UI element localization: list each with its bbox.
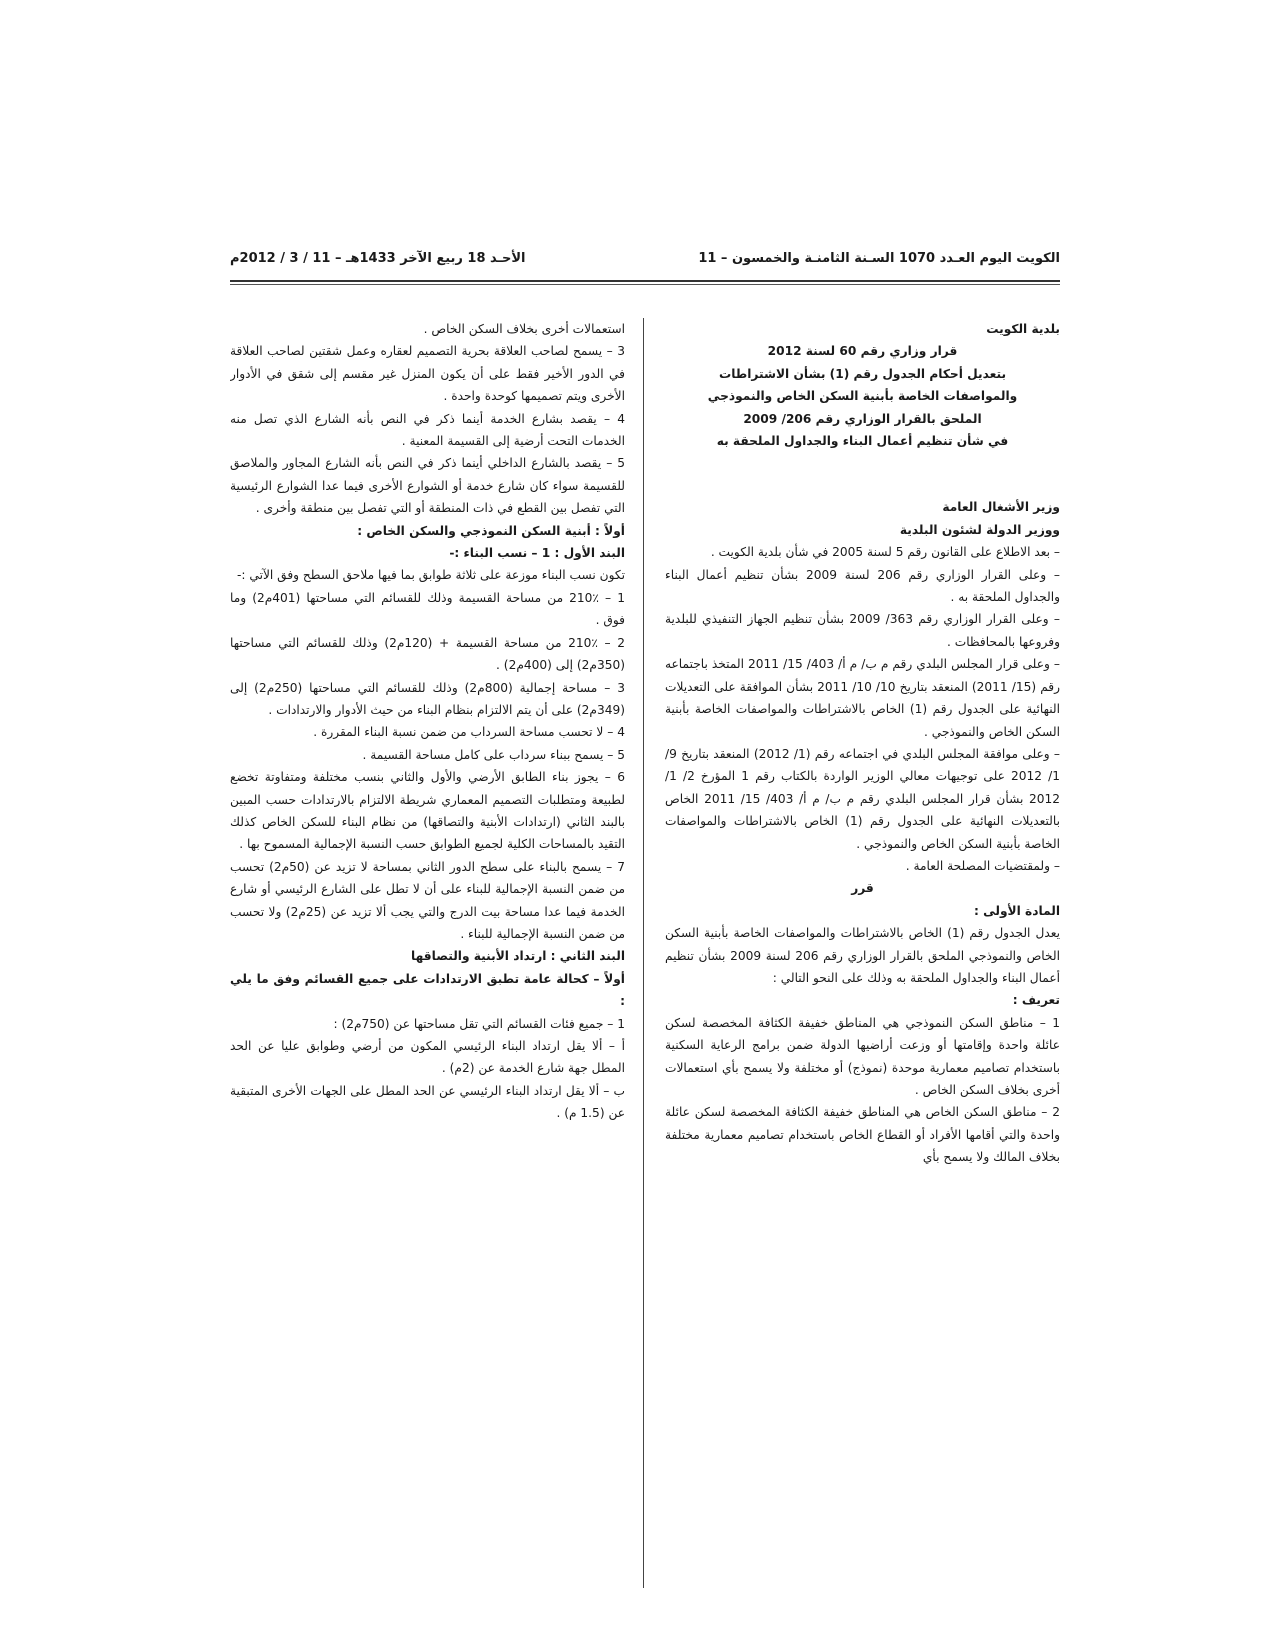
definition-5: 5 – يقصد بالشارع الداخلي أينما ذكر في النص بأنه الشارع المجاور والملاصق للقسيمة سواء كان شارع خدمة أو الشوارع الأخرى فيما عدا الشوارع الرئيسية التي تفصل بين القطع في ذات المنطقة أو التي تفصل بين منطقة وأخرى . [230,456,625,516]
minister-title-2: ووزير الدولة لشئون البلدية [899,522,1060,537]
header-issue-info: الكويت اليوم العـدد 1070 السـنة الثامنـة والخمسون – 11 [698,250,1060,266]
gazette-page [230,238,1060,1588]
rule-3: 3 – مساحة إجمالية (800م2) وذلك للقسائم التي مساحتها (250م2) إلى (349م2) على أن يتم الالتزام بنظام البناء من حيث الأدوار والارتدادات . [230,680,625,717]
setback-rule-1a: أ – ألا يقل ارتداد البناء الرئيسي المكون من أرضي وطوابق عليا عن الحد المطل جهة شارع الخدمة عن (2م) . [230,1039,625,1076]
decree-title-line-1: قرار وزاري رقم 60 لسنة 2012 [767,344,958,359]
recital-5: – وعلى موافقة المجلس البلدي في اجتماعه رقم (1/ 2012) المنعقد بتاريخ 9/ 1/ 2012 على توجيهات معالي الوزير الواردة بالكتاب رقم 1 المؤرخ 2/ 1/ 2012 بشأن قرار المجلس البلدي رقم م ب/ م أ/ 403/ 15/ 2011 الخاص بالتعديلات النهائية على الجدول رقم (1) الخاص بالاشتراطات والمواصفات الخاصة بأبنية السكن الخاص والنموذجي . [665,746,1060,851]
definition-4: 4 – يقصد بشارع الخدمة أينما ذكر في النص بأنه الشارع الذي تصل منه الخدمات التحت أرضية إلى القسيمة المعنية . [230,411,625,449]
issuer-name: بلدية الكويت [986,322,1060,336]
general-case-title: أولاً – كحالة عامة تطبق الارتدادات على جميع القسائم وفق ما يلي : [230,971,625,1009]
definition-2-continued: استعمالات أخرى بخلاف السكن الخاص . [423,322,625,336]
recital-1: – بعد الاطلاع على القانون رقم 5 لسنة 2005 في شأن بلدية الكويت . [710,545,1060,560]
spacer [665,452,1060,474]
page-header [230,238,1060,278]
rule-5: 5 – يسمح ببناء سرداب على كامل مساحة القسيمة . [362,747,625,762]
recital-3: – وعلى القرار الوزاري رقم 363/ 2009 بشأن تنظيم الجهاز التنفيذي للبلدية وفروعها بالمحافظات . [665,612,1060,649]
setback-rule-1b: ب – ألا يقل ارتداد البناء الرئيسي عن الحد المطل على الجهات الأخرى المتبقية عن (1.5 م) . [230,1083,625,1121]
definition-2: 2 – مناطق السكن الخاص هي المناطق خفيفة الكثافة المخصصة لسكن عائلة واحدة والتي أقامها الأفراد أو القطاع الخاص باستخدام تصاميم معمارية مختلفة بخلاف المالك ولا يسمح بأي [665,1105,1060,1165]
rule-2: 2 – 210٪ من مساحة القسيمة + (120م2) وذلك للقسائم التي مساحتها (350م2) إلى (400م2) . [230,635,625,673]
article-1-text: يعدل الجدول رقم (1) الخاص بالاشتراطات والمواصفات الخاصة بأبنية السكن الخاص والنموذجي الملحق بالقرار الوزاري رقم 206 لسنة 2009 بشأن تنظيم أعمال البناء والجداول الملحقة به وذلك على النحو التالي : [665,926,1060,985]
item-2-title: البند الثاني : ارتداد الأبنية والتصاقها [411,949,625,964]
definition-1: 1 – مناطق السكن النموذجي هي المناطق خفيفة الكثافة المخصصة لسكن عائلة واحدة وإقامتها أو وزعت أراضيها الدولة ضمن برامج الرعاية السكنية باستخدام تصاميم معمارية موحدة (نموذج) أو مختلفة ولا يسمح بأي استعمالات أخرى بخلاف السكن الخاص . [665,1015,1060,1097]
header-rule-thin [230,284,1060,285]
minister-title-1: وزير الأشغال العامة [942,500,1060,515]
left-column [230,318,625,1588]
definitions-title: تعريف : [1012,993,1060,1008]
right-column [665,318,1060,1588]
section-first-title: أولاً : أبنية السكن النموذجي والسكن الخاص : [357,523,625,538]
rule-4: 4 – لا تحسب مساحة السرداب من ضمن نسبة البناء المقررة . [313,725,625,740]
rule-1: 1 – 210٪ من مساحة القسيمة وذلك للقسائم التي مساحتها (401م2) وما فوق . [230,590,625,628]
rule-6: 6 – يجوز بناء الطابق الأرضي والأول والثاني بنسب مختلفة ومتفاوتة تخضع لطبيعة ومتطلبات التصميم المعماري شريطة الالتزام بالارتدادات حسب المبين بالبند الثاني (ارتدادات الأبنية والتصاقها) من نظام البناء للسكن الخاص كذلك التقيد بالمساحات الكلية لجميع الطوابق حسب النسبة الإجمالية المسموح بها . [230,770,625,852]
recital-6: – ولمقتضيات المصلحة العامة . [905,858,1060,873]
item-1-intro: تكون نسب البناء موزعة على ثلاثة طوابق بما فيها ملاحق السطح وفق الآتي :- [237,568,625,583]
setback-rule-1: 1 – جميع فئات القسائم التي تقل مساحتها عن (750م2) : [333,1016,625,1031]
decree-title-line-3: والمواصفات الخاصة بأبنية السكن الخاص والنموذجي [707,389,1018,404]
article-1-title: المادة الأولى : [973,903,1060,918]
item-1-title: البند الأول : 1 – نسب البناء :- [449,546,625,561]
definition-3: 3 – يسمح لصاحب العلاقة بحرية التصميم لعقاره وعمل شقتين لصاحب العلاقة في الدور الأخير فقط على أن يكون المنزل غير مقسم إلى شقق في الأدوار الأخرى ويتم تصميمها كوحدة واحدة . [230,344,625,404]
decree-title-line-5: في شأن تنظيم أعمال البناء والجداول الملحقة به [716,434,1009,449]
recital-2: – وعلى القرار الوزاري رقم 206 لسنة 2009 بشأن تنظيم أعمال البناء والجداول الملحقة به . [665,567,1060,605]
spacer [665,474,1060,496]
recital-4: – وعلى قرار المجلس البلدي رقم م ب/ م أ/ 403/ 15/ 2011 المتخذ باجتماعه رقم (15/ 2011) المنعقد بتاريخ 10/ 10/ 2011 بشأن الموافقة على التعديلات النهائية على الجدول رقم (1) الخاص بالاشتراطات والمواصفات الخاصة بأبنية السكن الخاص والنموذجي . [665,657,1060,739]
column-divider [643,318,644,1588]
decided-heading: قرر [851,881,874,896]
decree-title-line-4: الملحق بالقرار الوزاري رقم 206/ 2009 [743,411,982,426]
decree-title-line-2: بتعديل أحكام الجدول رقم (1) بشأن الاشتراطات [718,366,1007,381]
header-date: الأحـد 18 ربيع الآخر 1433هـ – 11 / 3 / 2012م [230,250,526,266]
header-rule [230,280,1060,282]
rule-7: 7 – يسمح بالبناء على سطح الدور الثاني بمساحة لا تزيد عن (50م2) تحسب من ضمن النسبة الإجمالية للبناء على أن لا تطل على الشارع الرئيسي أو شارع الخدمة فيما عدا مساحة بيت الدرج والتي يجب ألا تزيد عن (25م2) ولا تحسب من ضمن النسبة الإجمالية للبناء . [230,859,625,941]
